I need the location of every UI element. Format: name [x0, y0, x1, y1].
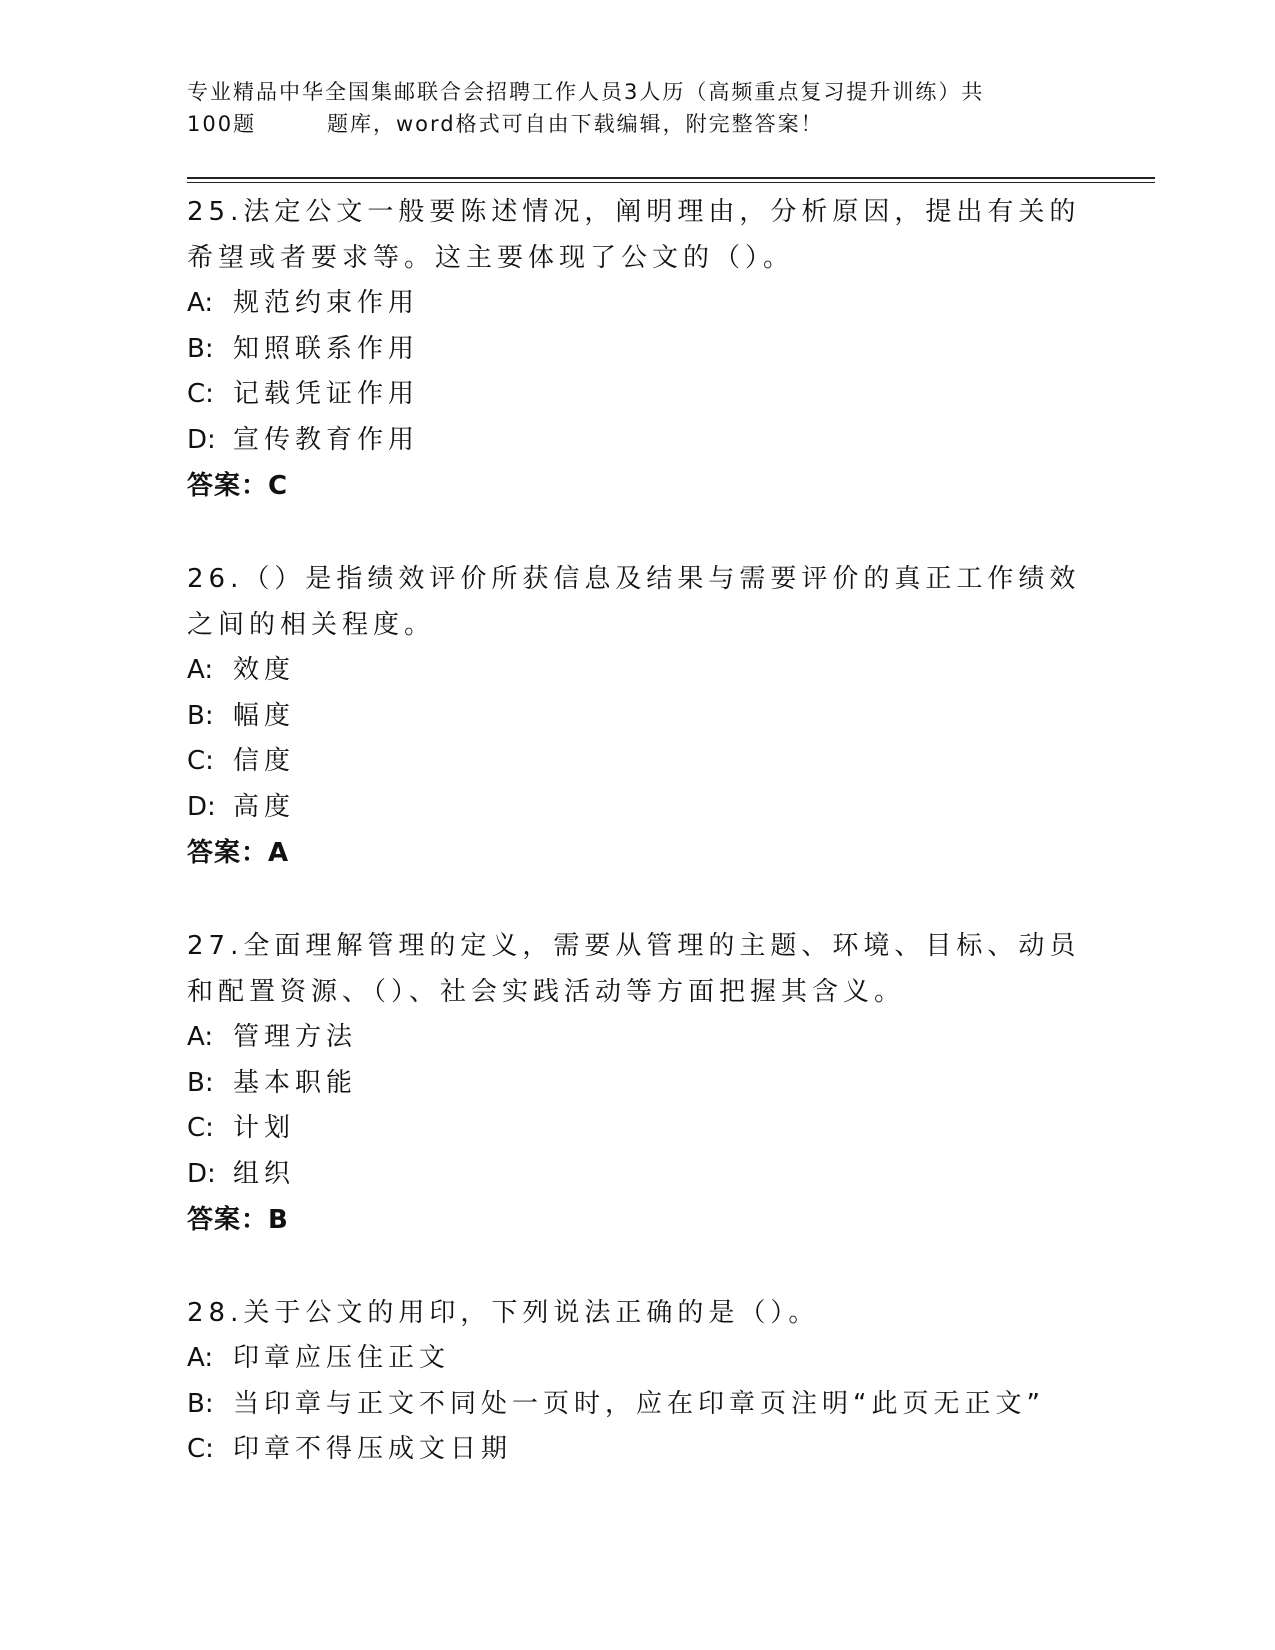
option-b: B: 基本职能 [187, 1067, 358, 1098]
header-question-count: 100题 [187, 112, 257, 136]
option-b: B: 当印章与正文不同处一页时，应在印章页注明“此页无正文” [187, 1388, 1045, 1419]
answer-line: 答案：A [187, 838, 290, 868]
question-25 [187, 189, 1087, 509]
option-c: C: 计划 [187, 1113, 296, 1143]
question-27 [187, 923, 1087, 1243]
option-c: C: 记载凭证作用 [187, 379, 420, 409]
option-d: D: 组织 [187, 1158, 296, 1189]
option-a: A: 效度 [187, 655, 296, 685]
option-a: A: 规范约束作用 [187, 288, 420, 318]
question-26 [187, 556, 1087, 876]
option-b: B: 知照联系作用 [187, 333, 420, 364]
option-a: A: 管理方法 [187, 1022, 358, 1052]
question-stem: 25.法定公文一般要陈述情况，阐明理由，分析原因，提出有关的希望或者要求等。这主要体现了公文的（）。 [187, 197, 1081, 273]
option-a: A: 印章应压住正文 [187, 1343, 451, 1373]
question-28 [187, 1290, 1087, 1473]
question-stem: 27.全面理解管理的定义，需要从管理的主题、环境、目标、动员和配置资源、（）、社会实践活动等方面把握其含义。 [187, 931, 1081, 1007]
header-line-2 [187, 108, 1067, 140]
option-c: C: 信度 [187, 746, 296, 776]
header-divider-thin [187, 182, 1155, 183]
option-c: C: 印章不得压成文日期 [187, 1434, 513, 1464]
header-line-1: 专业精品中华全国集邮联合会招聘工作人员3人历（高频重点复习提升训练）共 [187, 80, 985, 104]
question-list [187, 189, 1087, 1520]
question-stem: 28.关于公文的用印，下列说法正确的是（）。 [187, 1298, 820, 1328]
option-d: D: 高度 [187, 791, 296, 822]
document-header [187, 76, 1067, 140]
answer-line: 答案：C [187, 471, 289, 501]
option-d: D: 宣传教育作用 [187, 424, 420, 455]
header-line-2-rest: 题库，word格式可自由下载编辑，附完整答案！ [327, 112, 824, 136]
answer-line: 答案：B [187, 1205, 289, 1235]
question-stem: 26.（）是指绩效评价所获信息及结果与需要评价的真正工作绩效之间的相关程度。 [187, 564, 1081, 640]
option-b: B: 幅度 [187, 700, 296, 731]
header-divider-thick [187, 177, 1155, 179]
